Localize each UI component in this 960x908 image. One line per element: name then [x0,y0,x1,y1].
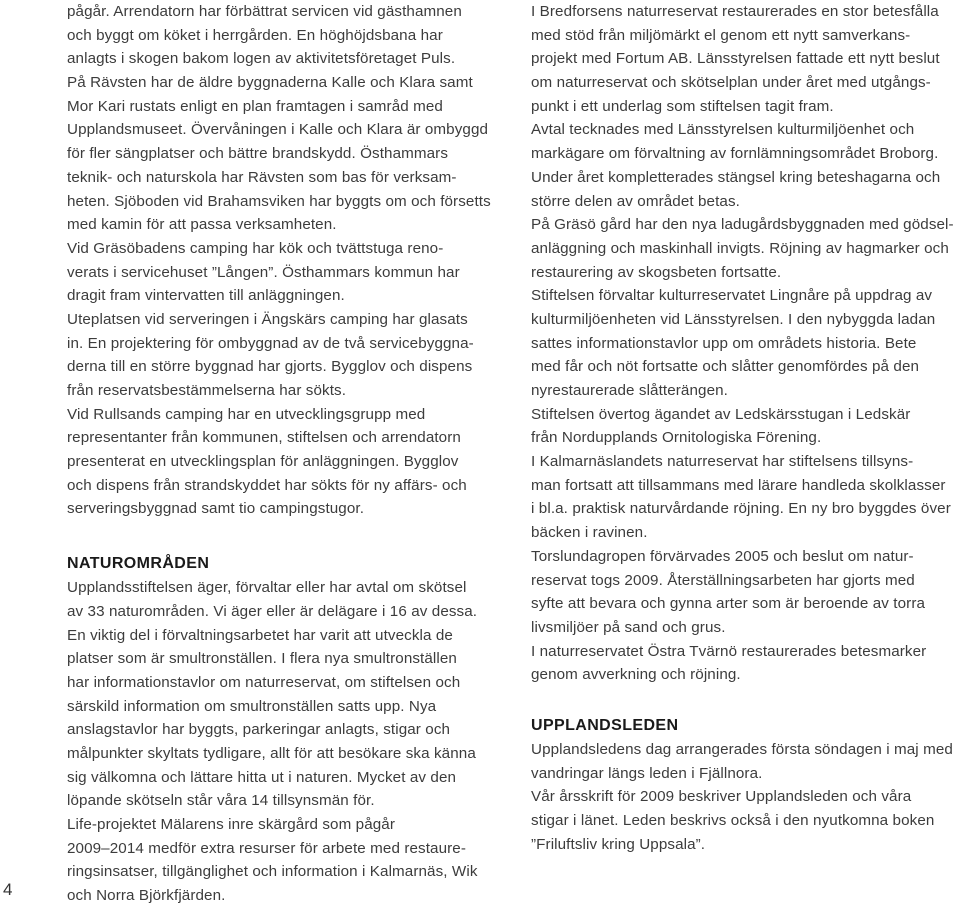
text-line: Avtal tecknades med Länsstyrelsen kulturmiljöenhet och [531,121,915,139]
text-line: verats i servicehuset ”Lången”. Östhammars kommun har [67,263,460,281]
left-column [67,0,491,908]
text-line: I Bredforsens naturreservat restaurerades en stor betesfålla [531,3,939,20]
text-line: av 33 naturområden. Vi äger eller är delägare i 16 av dessa. [67,602,478,620]
text-line: Life-projektet Mälarens inre skärgård som pågår [67,816,396,833]
text-line: Under året kompletterades stängsel kring beteshagarna och [531,168,941,186]
text-line: anläggning och maskinhall invigts. Röjning av hagmarker och [531,239,949,257]
text-line: reservat togs 2009. Återställningsarbeten har gjorts med [531,571,915,589]
right-text-block-1 [531,0,956,687]
text-line: från Nordupplands Ornitologiska Förening. [531,429,822,447]
text-line: anslagstavlor har byggts, parkeringar anlagts, stigar och [67,721,451,739]
text-line: man fortsatt att tillsammans med lärare handleda skolklasser [531,476,946,494]
text-line: I Kalmarnäslandets naturreservat har stiftelsens tillsyns- [531,453,914,471]
text-line: vandringar längs leden i Fjällnora. [531,764,763,782]
text-line: platser som är smultronställen. I flera nya smultronställen [67,650,457,668]
text-line: målpunkter skyltats tydligare, allt för att besökare ska känna [67,744,476,762]
right-column [531,0,956,856]
text-line: särskild information om smultronställen satts upp. Nya [67,697,437,715]
text-line: för fler sängplatser och bättre brandskydd. Östhammars [67,145,449,163]
text-line: från reservatsbestämmelserna har sökts. [67,382,347,399]
text-line: dragit fram vintervatten till anläggningen. [67,287,345,305]
text-line: och Norra Björkfjärden. [67,887,226,905]
text-line: Stiftelsen förvaltar kulturreservatet Lingnåre på uppdrag av [531,287,933,305]
text-line: Upplandsledens dag arrangerades första söndagen i maj med [531,740,953,758]
text-line: kulturmiljöenheten vid Länsstyrelsen. I den nybyggda ladan [531,310,936,328]
text-line: i bl.a. praktisk naturvårdande röjning. En ny bro byggdes över [531,500,951,518]
text-line: och dispens från strandskyddet har sökts för ny affärs- och [67,476,467,494]
text-line: På Rävsten har de äldre byggnaderna Kalle och Klara samt [67,74,473,92]
text-line: om naturreservat och skötselplan under året med utgångs- [531,74,931,92]
text-line: livsmiljöer på sand och grus. [531,618,726,636]
left-text-block-2 [67,576,479,908]
text-line: Upplandsmuseet. Övervåningen i Kalle och Klara är ombyggd [67,121,489,139]
text-line: På Gräsö gård har den nya ladugårdsbyggnaden med gödsel- [531,216,954,234]
section-heading-upplandsleden: UPPLANDSLEDEN [531,716,679,734]
text-line: in. En projektering för ombyggnad av de två servicebyggna- [67,334,474,352]
text-line: med stöd från miljömärkt el genom ett nytt samverkans- [531,26,911,44]
text-line: derna till en större byggnad har gjorts. Bygglov och dispens [67,358,473,376]
right-text-block-2 [531,738,956,856]
text-line: större delen av området betas. [531,192,740,210]
text-line: teknik- och naturskola har Rävsten som bas för verksam- [67,168,457,186]
text-line: genom avverkning och röjning. [531,666,741,684]
text-line: stigar i länet. Leden beskrivs också i den nyutkomna boken [531,812,935,829]
text-line: punkt i ett underlag som stiftelsen tagit fram. [531,97,834,115]
text-line: En viktig del i förvaltningsarbetet har varit att utveckla de [67,626,453,644]
text-line: sig välkomna och lättare hitta ut i naturen. Mycket av den [67,768,457,786]
text-line: pågår. Arrendatorn har förbättrat servicen vid gästhamnen [67,3,462,20]
text-line: Vid Rullsands camping har en utvecklingsgrupp med [67,405,426,423]
text-line: syfte att bevara och gynna arter som är beroende av torra [531,595,926,613]
text-line: med får och nöt fortsatte och slåtter genomfördes på den [531,358,920,376]
text-line: presenterat en utvecklingsplan för anläggningen. Bygglov [67,453,459,471]
text-line: Stiftelsen övertog ägandet av Ledskärsstugan i Ledskär [531,405,911,423]
text-line: anlagts i skogen bakom logen av aktivitetsföretaget Puls. [67,50,456,68]
text-line: Mor Kari rustats enligt en plan framtagen i samråd med [67,97,443,115]
left-text-block-1 [67,0,491,521]
text-line: restaurering av skogsbeten fortsatte. [531,263,782,281]
text-line: Uteplatsen vid serveringen i Ängskärs camping har glasats [67,310,468,328]
text-line: representanter från kommunen, stiftelsen och arrendatorn [67,429,461,447]
text-line: heten. Sjöboden vid Brahamsviken har byggts om och försetts [67,192,491,210]
text-line: markägare om förvaltning av fornlämningsområdet Broborg. [531,145,939,163]
text-line: bäcken i ravinen. [531,524,648,542]
page-number: 4 [3,880,13,899]
text-line: Upplandsstiftelsen äger, förvaltar eller har avtal om skötsel [67,579,467,597]
text-line: Torslundagropen förvärvades 2005 och beslut om natur- [531,547,914,565]
text-line: ”Friluftsliv kring Uppsala”. [531,835,706,853]
text-line: sattes informationstavlor upp om områdets historia. Bete [531,334,917,352]
text-line: ringsinsatser, tillgänglighet och information i Kalmarnäs, Wik [67,863,478,881]
text-line: serveringsbyggnad samt tio campingstugor. [67,500,365,518]
text-line: med kamin för att passa verksamheten. [67,216,337,234]
text-line: I naturreservatet Östra Tvärnö restaurerades betesmarker [531,642,927,660]
text-line: och byggt om köket i herrgården. En höghöjdsbana har [67,26,443,44]
text-line: Vid Gräsöbadens camping har kök och tvättstuga reno- [67,239,444,257]
text-line: nyrestaurerade slåtterängen. [531,382,728,399]
text-line: 2009–2014 medför extra resurser för arbete med restaure- [67,839,466,857]
text-line: projekt med Fortum AB. Länsstyrelsen fattade ett nytt beslut [531,50,940,68]
spacer [531,687,956,714]
text-line: har informationstavlor om naturreservat, om stiftelsen och [67,673,461,691]
spacer [67,521,479,552]
section-heading-naturomraden: NATUROMRÅDEN [67,555,210,573]
text-line: löpande skötseln står våra 14 tillsynsmän för. [67,792,375,810]
text-line: Vår årsskrift för 2009 beskriver Upplandsleden och våra [531,788,912,806]
